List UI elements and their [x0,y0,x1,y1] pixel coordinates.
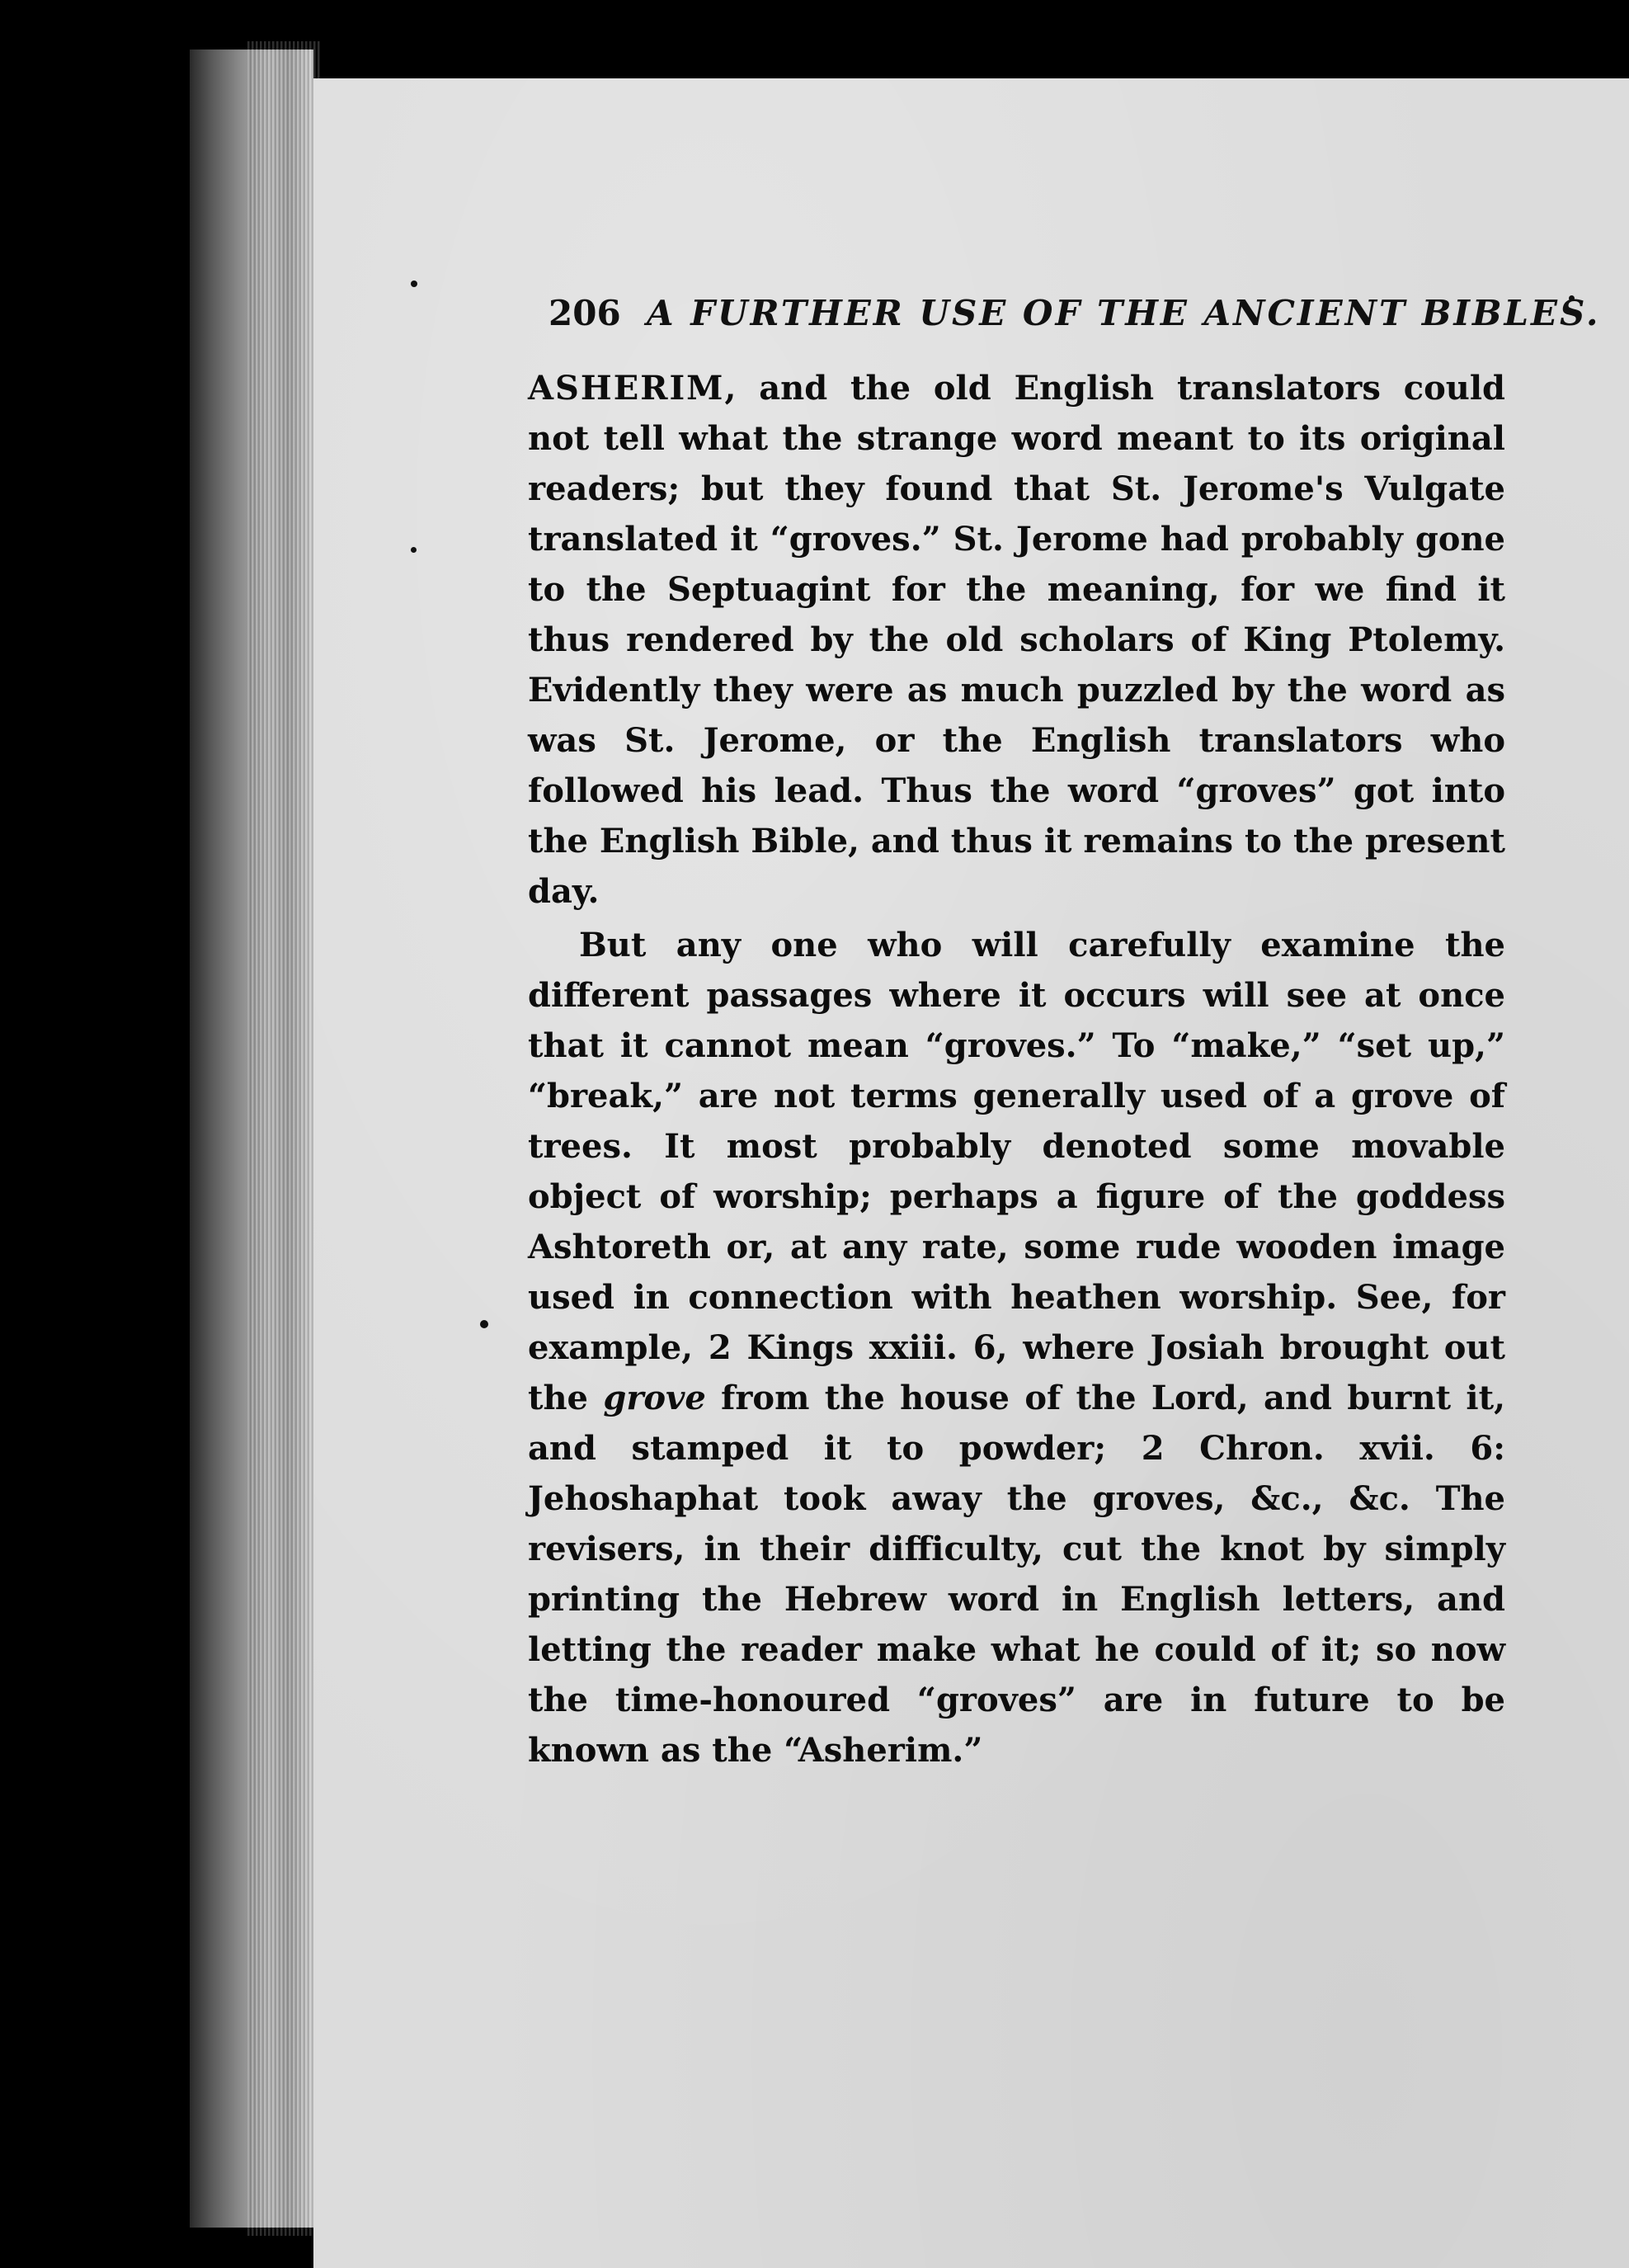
scan-speck [411,547,417,553]
running-header [548,293,1601,342]
italic-word-grove: grove [603,1379,706,1417]
paragraph-1 [528,363,1505,917]
paragraph-1-text: , and the old English translators could not tell what the strange word meant to its original readers; but they found that St. Jerome's Vulgate translated it “groves.” St. Jerome had probably gone to the Septuagint for the meaning, for we find it thus rendered by the old scholars of King Ptolemy. Evidently they were as much puzzled by the word as was St. Jerome, or the English translators who followed his lead. Thus the word “groves” got into the English Bible, and thus it remains to the present day. [528,369,1505,911]
page-number: 206 [548,293,621,333]
paragraph-2-text-b: from the house of the Lord, and burnt it, and stamped it to powder; 2 Chron. xvii. 6: Jehoshaphat took away the groves, &c., &c. The revisers, in their difficulty, cut the knot by simply printing the Hebrew word in English letters, and letting the reader make what he could of it; so now the time-honoured “groves” are in future to be known as the “Asherim.” [528,1379,1506,1770]
page-body [528,363,1505,1775]
paragraph-2-text-a: But any one who will carefully examine the different passages where it occurs will see at once that it cannot mean “groves.” To “make,” “set up,” “break,” are not terms generally used of a grove of trees. It most probably denoted some movable object of worship; perhaps a figure of the goddess Ashtoreth or, at any rate, some rude wooden image used in connection with heathen worship. See, for example, 2 Kings xxiii. 6, where Josiah brought out the [528,926,1505,1417]
scan-speck [411,281,417,287]
running-title: A FURTHER USE OF THE ANCIENT BIBLES. [647,293,1601,333]
paragraph-2 [528,920,1505,1775]
scan-speck [480,1320,488,1328]
lead-word: ASHERIM [528,369,725,408]
page-edges [247,41,322,2236]
